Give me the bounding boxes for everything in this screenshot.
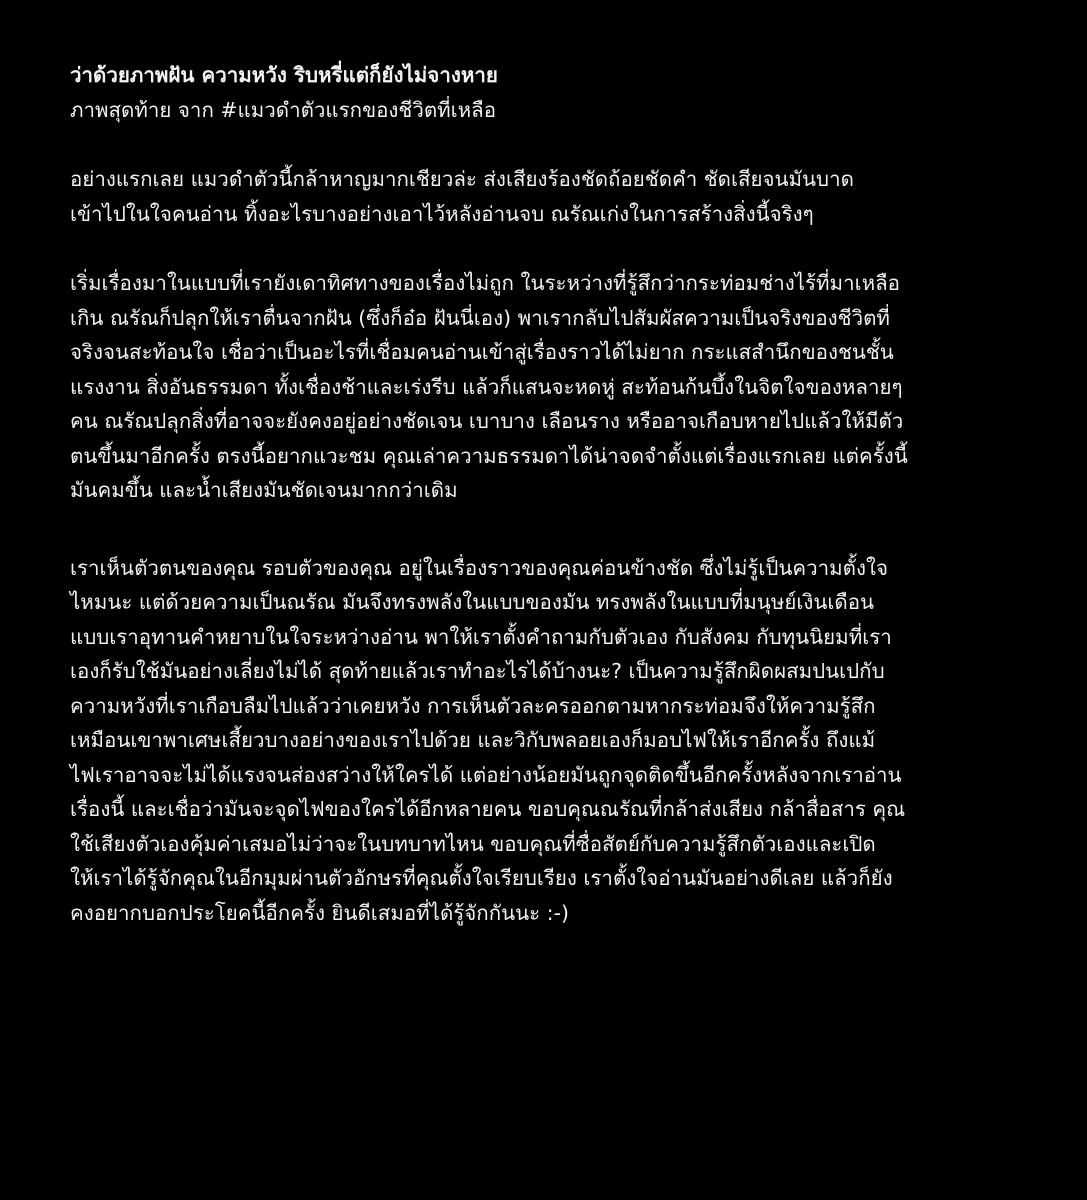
paragraph-line: ไฟเราอาจจะไม่ได้แรงจนส่องสว่างให้ใครได้ แต่อย่างน้อยมันถูกจุดติดขึ้นอีกครั้งหลังจากเราอ่าน [70,762,902,787]
paragraph-line: เกิน ณรัณก็ปลุกให้เราตื่นจากฝัน (ซึ่งก็อ๋อ ฝันนี่เอง) พาเรากลับไปสัมผัสความเป็นจริงของชีวิตที่ [70,305,890,330]
paragraph-line: ไหมนะ แต่ด้วยความเป็นณรัณ มันจึงทรงพลังในแบบของมัน ทรงพลังในแบบที่มนุษย์เงินเดือน [70,590,875,614]
spacer [70,508,1030,551]
paragraph-line: คงอยากบอกประโยคนี้อีกครั้ง ยินดีเสมอที่ได้รู้จักกันนะ :-) [70,900,569,925]
paragraph-line: มันคมขึ้น และน้ำเสียงมันชัดเจนมากกว่าเดิม [70,478,458,502]
paragraph-line: เริ่มเรื่องมาในแบบที่เรายังเดาทิศทางของเรื่องไม่ถูก ในระหว่างที่รู้สึกว่ากระท่อมช่างไร้ที่มาเหลือ [70,271,900,295]
page-title: ว่าด้วยภาพฝัน ความหวัง ริบหรี่แต่ก็ยังไม่จางหาย [70,63,498,87]
paragraph-line: คน ณรัณปลุกสิ่งที่อาจจะยังคงอยู่อย่างชัดเจน เบาบาง เลือนราง หรืออาจเกือบหายไปแล้วให้มีตัว [70,409,904,433]
paragraph-line: ความหวังที่เราเกือบลืมไปแล้วว่าเคยหวัง การเห็นตัวละครออกตามหากระท่อมจึงให้ความรู้สึก [70,693,876,718]
paragraph-line: ให้เราได้รู้จักคุณในอีกมุมผ่านตัวอักษรที่คุณตั้งใจเรียบเรียง เราตั้งใจอ่านมันอย่างดีเลย แล้วก็ยัง [70,866,893,890]
spacer [70,127,1030,162]
paragraph-line: ใช้เสียงตัวเองคุ้มค่าเสมอไม่ว่าจะในบทบาทไหน ขอบคุณที่ซื่อสัตย์กับความรู้สึกตัวเองและเปิด [70,831,876,856]
paragraph-line: เองก็รับใช้มันอย่างเลี่ยงไม่ได้ สุดท้ายแล้วเราทำอะไรได้บ้างนะ? เป็นความรู้สึกผิดผสมปนเปกับ [70,659,885,683]
spacer [70,231,1030,266]
paragraph-line: อย่างแรกเลย แมวดำตัวนี้กล้าหาญมากเชียวล่ะ ส่งเสียงร้องชัดถ้อยชัดคำ ชัดเสียจนมันบาด [70,167,854,191]
paragraph-1 [70,162,1030,231]
paragraph-line: แรงงาน สิ่งอันธรรมดา ทั้งเชื่องช้าและเร่งรีบ แล้วก็แสนจะหดหู่ สะท้อนก้นบึ้งในจิตใจของหลายๆ [70,374,903,399]
paragraph-line: ตนขึ้นมาอีกครั้ง ตรงนี้อยากแวะชม คุณเล่าความธรรมดาได้น่าจดจำตั้งแต่เรื่องแรกเลย แต่ครั้งนี้ [70,443,908,468]
page-subtitle: ภาพสุดท้าย จาก #แมวดำตัวแรกของชีวิตที่เหลือ [70,97,497,122]
paragraph-line: จริงจนสะท้อนใจ เชื่อว่าเป็นอะไรที่เชื่อมคนอ่านเข้าสู่เรื่องราวได้ไม่ยาก กระแสสำนึกของชนชั้น [70,340,894,364]
paragraph-line: แบบเราอุทานคำหยาบในใจระหว่างอ่าน พาให้เราตั้งคำถามกับตัวเอง กับสังคม กับทุนนิยมที่เรา [70,624,892,649]
paragraph-line: เรื่องนี้ และเชื่อว่ามันจะจุดไฟของใครได้อีกหลายคน ขอบคุณณรัณที่กล้าส่งเสียง กล้าสื่อสาร คุณ [70,797,906,821]
review-document [70,58,1030,930]
paragraph-line: เข้าไปในใจคนอ่าน ทิ้งอะไรบางอย่างเอาไว้หลังอ่านจบ ณรัณเก่งในการสร้างสิ่งนี้จริงๆ [70,201,814,226]
paragraph-line: เราเห็นตัวตนของคุณ รอบตัวของคุณ อยู่ในเรื่องราวของคุณค่อนข้างชัด ซึ่งไม่รู้เป็นความตั้งใจ [70,555,889,580]
paragraph-2 [70,266,1030,508]
paragraph-line: เหมือนเขาพาเศษเสี้ยวบางอย่างของเราไปด้วย และวิกับพลอยเองก็มอบไฟให้เราอีกครั้ง ถึงแม้ [70,728,876,752]
paragraph-3 [70,551,1030,931]
